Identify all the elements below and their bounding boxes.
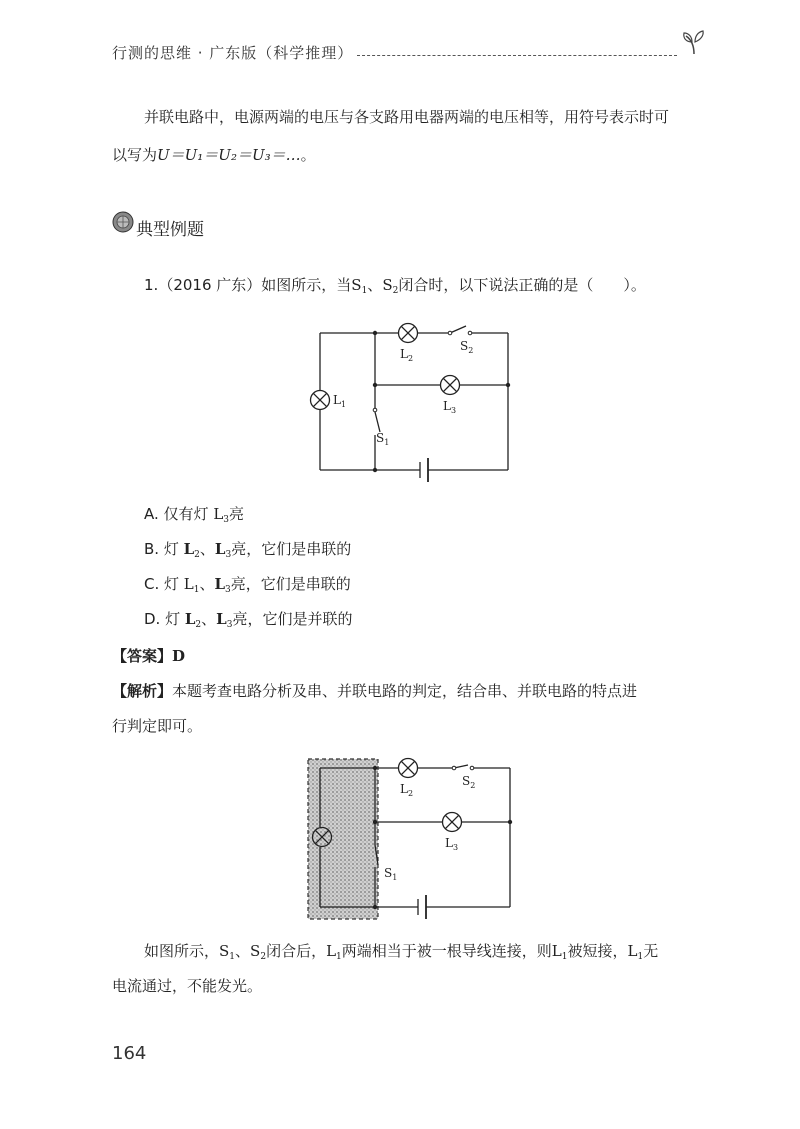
answer-label: 【答案】 <box>112 647 173 665</box>
label-L3: $L_3$ <box>445 836 459 852</box>
label-L2: $L_2$ <box>400 782 414 798</box>
circuit-diagram-shorted <box>300 755 530 925</box>
lamp-L1-icon <box>311 391 330 410</box>
label-L2: $L_2$ <box>400 347 414 363</box>
analysis-line-2: 行判定即可。 <box>112 717 203 735</box>
intro-line-1: 并联电路中，电源两端的电压与各支路用电器两端的电压相等，用符号表示时可 <box>144 108 670 126</box>
lamp-L2-icon <box>399 759 418 778</box>
intro-line-2: 以写为U＝U₁＝U₂＝U₃＝…。 <box>112 146 316 164</box>
option-a: A. 仅有灯 $L_3$亮 <box>144 505 245 525</box>
voltage-equation: U＝U₁＝U₂＝U₃＝… <box>157 146 301 164</box>
option-d: D. 灯 $L_2$、$L_3$亮，它们是并联的 <box>144 610 353 630</box>
lamp-L3-icon <box>443 813 462 832</box>
lamp-L2-icon <box>399 324 418 343</box>
circuit-diagram <box>300 320 530 485</box>
section-badge-icon <box>112 211 134 233</box>
analysis-line-1: 【解析】本题考查电路分析及串、并联电路的判定，结合串、并联电路的特点进 <box>112 682 638 700</box>
lamp-L3-icon <box>441 376 460 395</box>
label-S1: $S_1$ <box>376 431 390 447</box>
label-S1: $S_1$ <box>384 866 398 882</box>
label-S2: $S_2$ <box>460 339 474 355</box>
answer-value: D <box>172 647 186 665</box>
sprout-icon <box>680 28 710 56</box>
page-number: 164 <box>112 1043 147 1064</box>
explanation-line-2: 电流通过，不能发光。 <box>112 977 263 995</box>
short-circuit-region <box>308 759 378 919</box>
label-S2: $S_2$ <box>462 774 476 790</box>
label-L1: $L_1$ <box>333 393 347 409</box>
explanation-line-1: 如图所示，$S_1$、$S_2$闭合后，$L_1$两端相当于被一根导线连接，则$L_1$被短接，$L_1$无 <box>144 942 659 962</box>
label-L3: $L_3$ <box>443 399 457 415</box>
running-header: 行测的思维 · 广东版（科学推理） <box>112 44 354 62</box>
header-rule <box>357 55 677 56</box>
option-b: B. 灯 $L_2$、$L_3$亮，它们是串联的 <box>144 540 352 560</box>
question-stem: 1.（2016 广东）如图所示，当$S_1$、$S_2$闭合时，以下说法正确的是（ ）。 <box>144 276 646 296</box>
answer-line <box>112 645 185 666</box>
section-title: 典型例题 <box>136 220 204 240</box>
option-c: C. 灯 $L_1$、$L_3$亮，它们是串联的 <box>144 575 351 595</box>
